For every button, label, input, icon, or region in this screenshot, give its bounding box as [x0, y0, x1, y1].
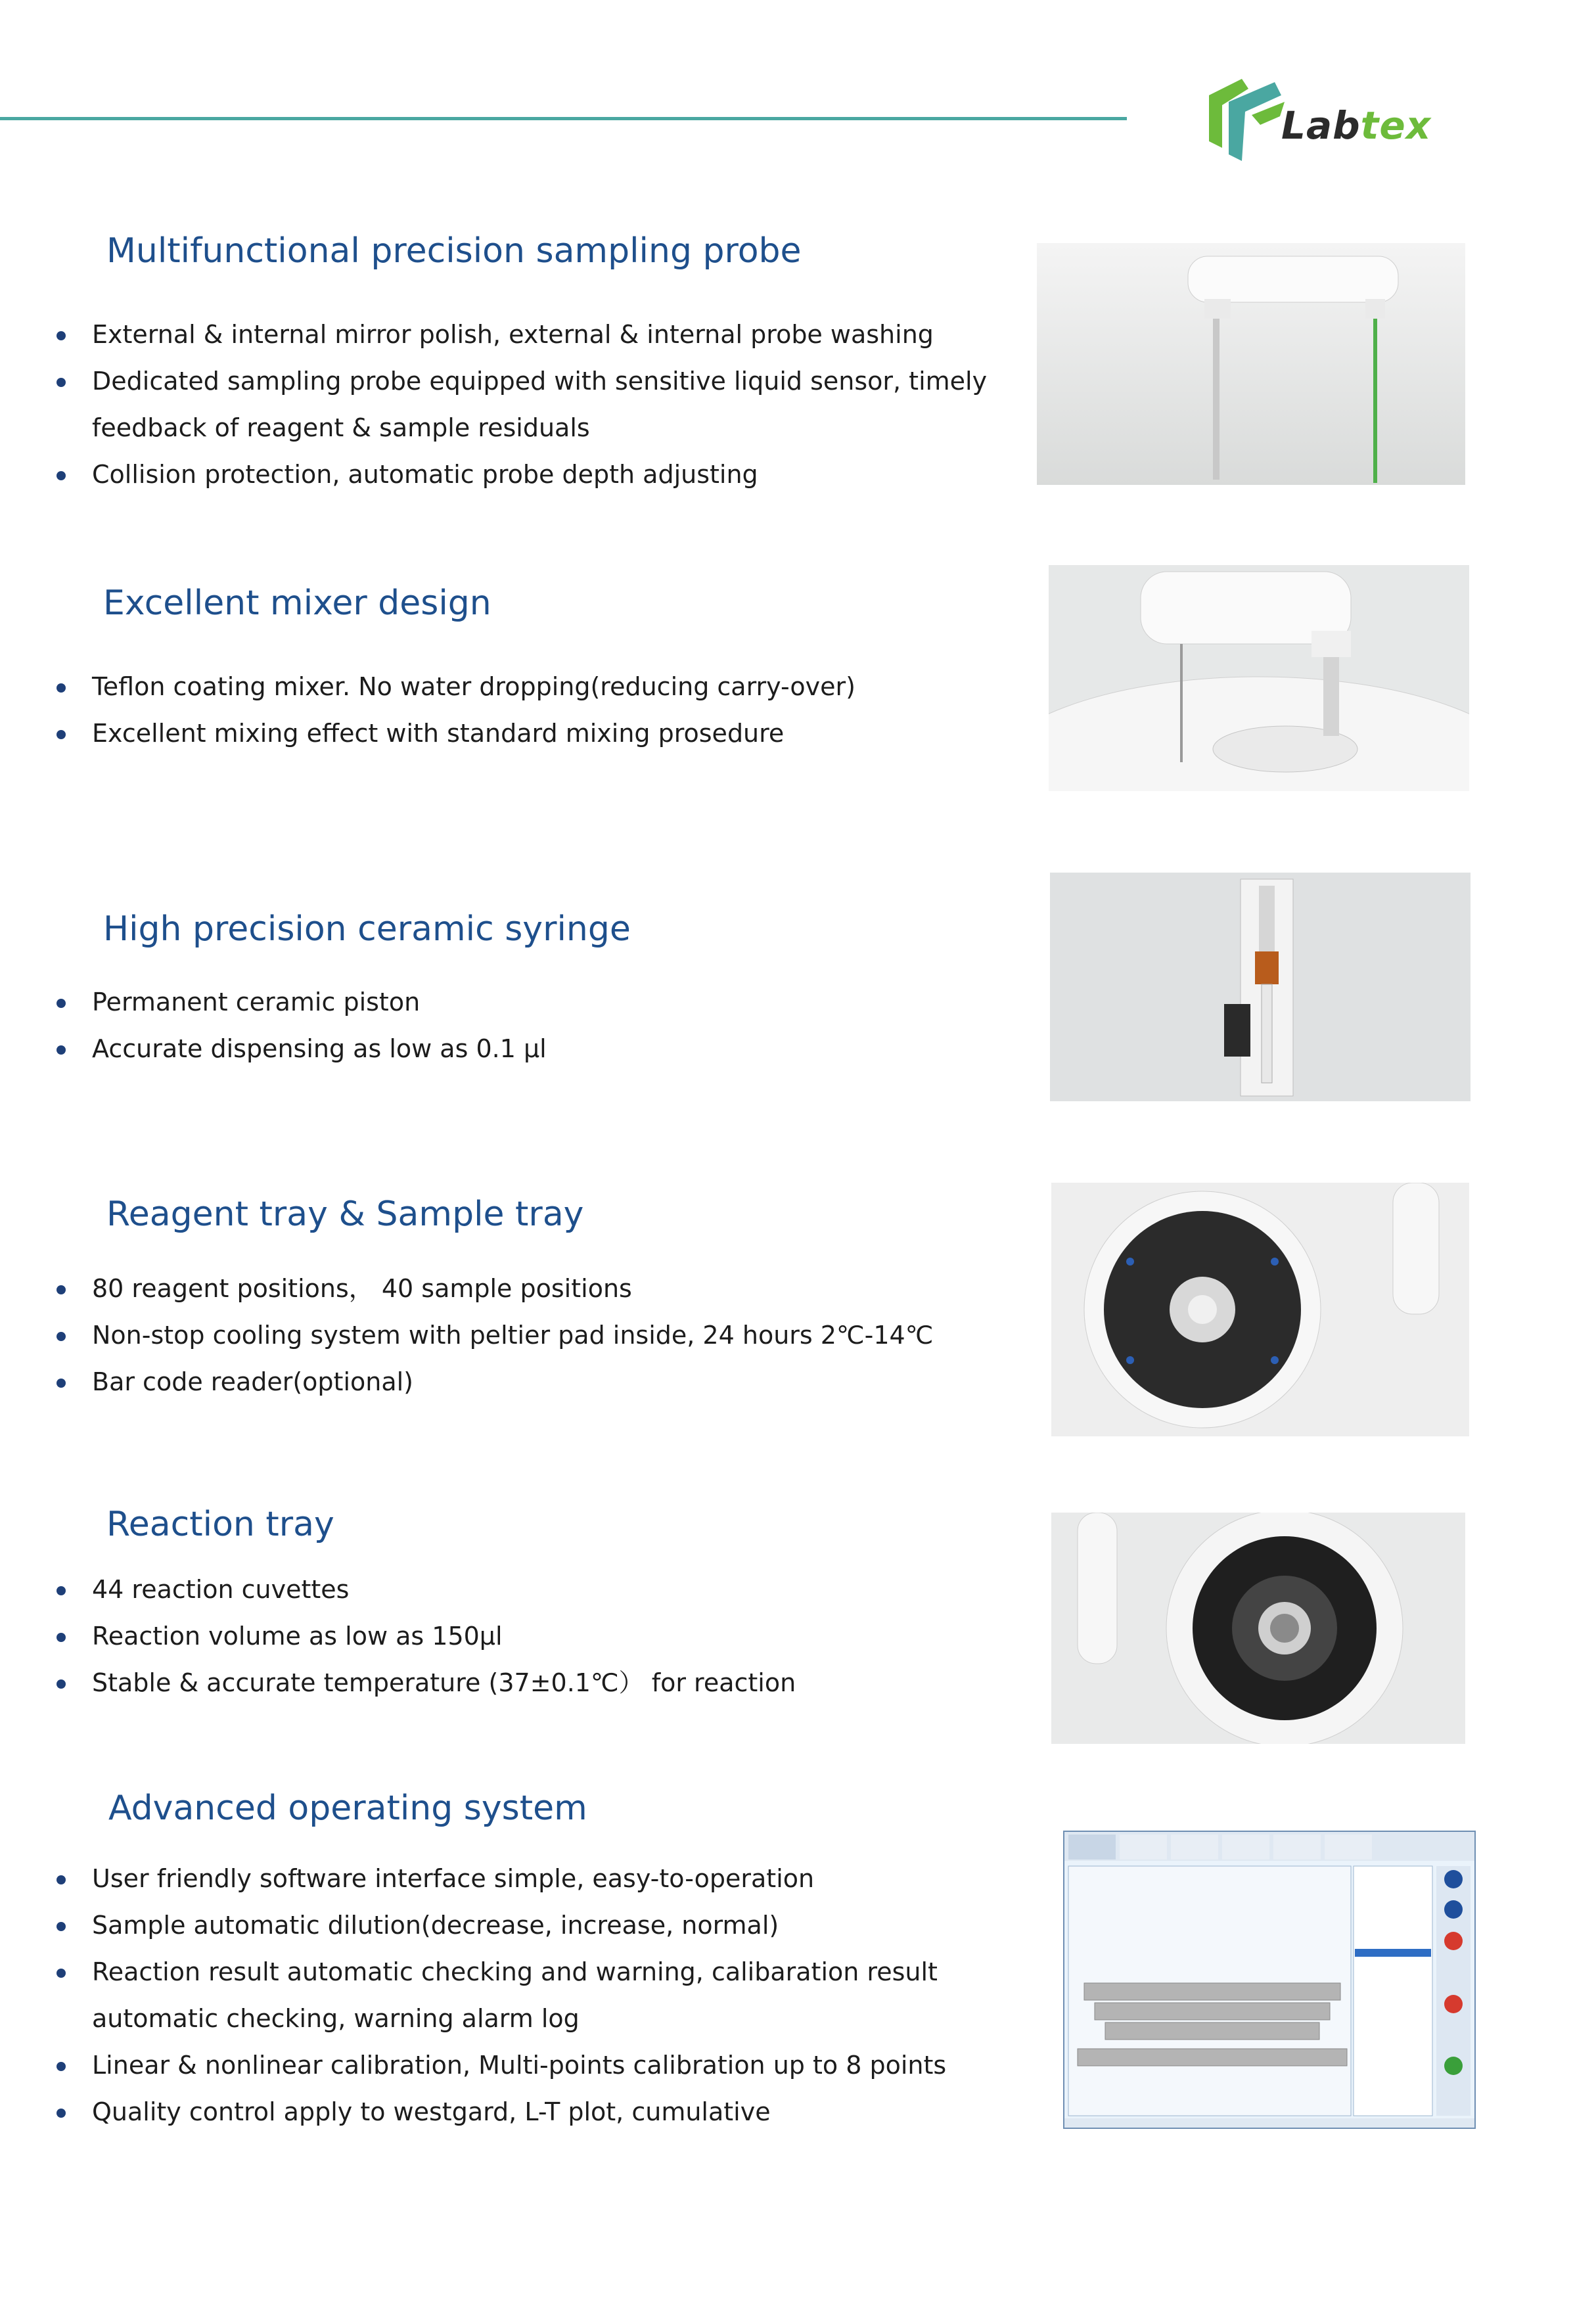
bullet-item: External & internal mirror polish, external & internal probe washing: [53, 311, 999, 358]
section-title: Multifunctional precision sampling probe: [106, 231, 802, 271]
mixer-image: [1049, 565, 1469, 791]
software-screenshot-image: [1063, 1831, 1476, 2129]
logo-mark-icon: [1202, 76, 1288, 168]
bullet-item: User friendly software interface simple, easy-to-operation: [53, 1856, 999, 1902]
bullet-item: Dedicated sampling probe equipped with sensitive liquid sensor, timely feedback of reagent & sample residuals: [53, 358, 999, 451]
labtex-logo: [1202, 76, 1446, 168]
bullet-list: [53, 1566, 999, 1706]
bullet-item: Permanent ceramic piston: [53, 979, 999, 1026]
bullet-item: 80 reagent positions， 40 sample positions: [53, 1266, 999, 1312]
bullet-item: Quality control apply to westgard, L-T plot, cumulative: [53, 2089, 999, 2135]
bullet-item: Accurate dispensing as low as 0.1 µl: [53, 1026, 999, 1072]
bullet-list: [53, 979, 999, 1072]
reagent-sample-tray-image: [1051, 1183, 1469, 1436]
section-title: Advanced operating system: [108, 1789, 587, 1828]
bullet-item: Non-stop cooling system with peltier pad inside, 24 hours 2℃-14℃: [53, 1312, 999, 1359]
bullet-list: [53, 664, 999, 757]
bullet-item: 44 reaction cuvettes: [53, 1566, 999, 1613]
section-title: Reagent tray & Sample tray: [106, 1195, 584, 1234]
header-rule: [0, 117, 1127, 120]
reaction-tray-image: [1051, 1513, 1465, 1744]
bullet-item: Collision protection, automatic probe depth adjusting: [53, 451, 999, 498]
section-title: High precision ceramic syringe: [103, 909, 631, 949]
sampling-probe-image: [1037, 243, 1465, 485]
bullet-list: [53, 311, 999, 498]
bullet-item: Sample automatic dilution(decrease, increase, normal): [53, 1902, 999, 1949]
ceramic-syringe-image: [1050, 873, 1471, 1101]
bullet-item: Excellent mixing effect with standard mixing prosedure: [53, 710, 999, 757]
bullet-list: [53, 1266, 999, 1405]
bullet-item: Reaction volume as low as 150µl: [53, 1613, 999, 1660]
bullet-item: Linear & nonlinear calibration, Multi-points calibration up to 8 points: [53, 2042, 999, 2089]
logo-wordmark: [1281, 103, 1431, 148]
section-title: Reaction tray: [106, 1505, 334, 1544]
bullet-item: Bar code reader(optional): [53, 1359, 999, 1405]
bullet-item: Stable & accurate temperature (37±0.1℃） for reaction: [53, 1660, 999, 1706]
bullet-list: [53, 1856, 999, 2135]
section-title: Excellent mixer design: [103, 583, 491, 623]
logo-text-tex: tex: [1360, 103, 1432, 148]
logo-text-lab: Lab: [1281, 103, 1361, 148]
bullet-item: Reaction result automatic checking and warning, calibaration result automatic checking, warning alarm log: [53, 1949, 999, 2042]
bullet-item: Teflon coating mixer. No water dropping(reducing carry-over): [53, 664, 999, 710]
